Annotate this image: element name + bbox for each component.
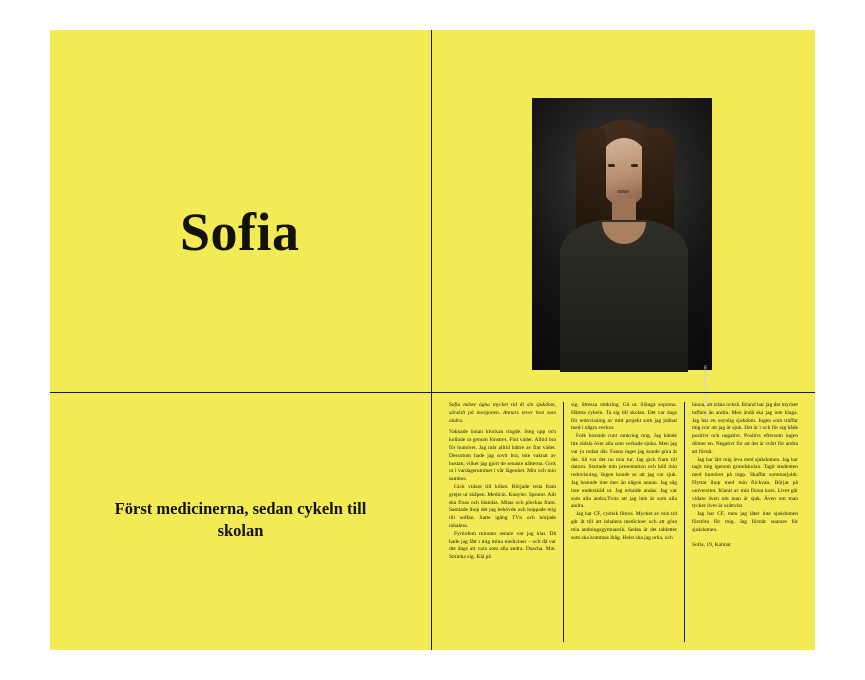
lead-paragraph: Sofia måste ägna mycket tid åt sin sjukdom, särskilt på morgonen. Annars lever hon som andra. bbox=[449, 402, 556, 424]
left-page-title-area bbox=[50, 30, 431, 393]
right-page bbox=[432, 30, 815, 650]
text-column-2 bbox=[563, 402, 684, 642]
text-column-3 bbox=[684, 402, 805, 642]
body-paragraph: Folk hostade runt omkring mig. Jag kände lite rädsla över alla som verkade sjuka. Men jag var ju rodan där. Fanns inget jag kunde göra åt det. Så var det nu mia tur. Jag gick fram till datorn. Startade min presentation och höll min redovisning. Ingen kunde se att jag var sjuk. Jag hostade inte mer än någon annan. Jag såg inte underskäd ut. Jag erkaide andas. Jag var som alla andra.Trots att jag inte är som alla andra. bbox=[570, 433, 677, 510]
byline: Sofia, 19, Kalmar bbox=[691, 541, 732, 548]
left-page bbox=[50, 30, 432, 650]
body-paragraph: Jag har CF, men jag låter inte sjukdomen förstöra för mig. Jag förstår snarare för sjukdomen. bbox=[691, 511, 798, 533]
body-paragraph: sig. Stressa omkring. Gå ut. Slänga soporna. Hämta cykeln. Ta sig till skolan. Det var dags för redovisning av mitt projekt som jag jobbat med i några veckor. bbox=[570, 402, 677, 432]
magazine-spread bbox=[50, 30, 815, 650]
body-paragraph: Fyrtiofem minuter senare var jag klar. Då hade jag fått i mig mina mediciner – och då var det dags att vara som alla andra. Duscha. Mat. Sminka sig. Klä på bbox=[449, 530, 556, 561]
body-paragraph: Jag har lärt mig leva med sjukdomen. Jag har tagit mig igenom grundskolan. Tagit studenten med humöret på topp. Skaffat sommarjobb. Flyttat ihop med min flickvan. Börjat på universitet. Klarat av min första kurs. Livet går vidare även om man är sjuk. Även om man tycker livet är orättvist. bbox=[691, 456, 798, 510]
body-paragraph: Gick vidare till köket. Började reda fram grejer ur skåpen. Medicin. Knayler. Sprutor. Allt ska fixas och blandas. Mitas och plockas fram. Samlade ihop det jag behövde och hoppade mig till soffan. Satte igång TVn och började inhalera. bbox=[449, 483, 556, 529]
photo-credit: Foto: Jonas Lindström bbox=[703, 365, 709, 421]
text-column-1 bbox=[442, 402, 563, 642]
article-headline: Först medicinerna, sedan cykeln till skolan bbox=[114, 499, 367, 541]
body-paragraph: hinna, att träna också. Ibland har jag det mycket tuffare än andra. Men ändå ska jag inte klaga. Jag har en osynlig sjukdom. Ingen som träffar mig tror att jag är sjuk. Det är i och för sig både positivt och negativt. Positivt eftersom ingen dömer en. Negativt för att det är svårt för andra att förstå. bbox=[691, 402, 798, 455]
article-body bbox=[432, 402, 815, 642]
page-title: Sofia bbox=[180, 202, 300, 262]
horizontal-divider bbox=[432, 392, 815, 393]
photo-eye-left bbox=[608, 164, 615, 167]
photo-mouth bbox=[617, 190, 629, 193]
body-paragraph: Vaknade innan klockan ringde. Steg upp och kollade ut genom fönstret. Fint väder. Alltid bra för humöret. Jag mår alltid bättre av fint väder. Dessutom hade jag sovit bra, inte vaknat av hostan, vilket jag gjort de senaste nätterna. Gick ut i vardagsrummet i vår lägenhet. Min och min sambos. bbox=[449, 429, 556, 483]
photo-eye-right bbox=[631, 164, 638, 167]
left-page-headline-area bbox=[50, 393, 431, 650]
body-paragraph: Jag har CF, cystisk fibros. Mycket av min tid går åt till att inhalera mediciner och att göra mia andningsgymnastik. Sedan är det tabletter som ska kommas ihåg. Helst ska jag orka, och bbox=[570, 511, 677, 541]
